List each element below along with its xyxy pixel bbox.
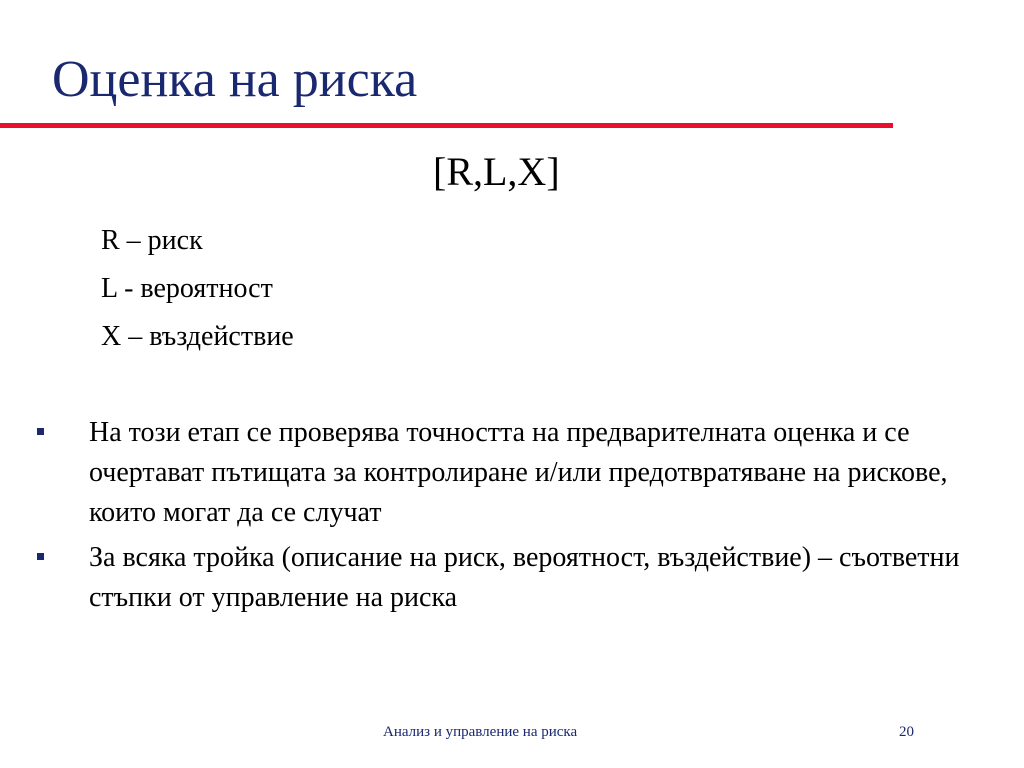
square-bullet-icon xyxy=(37,553,44,560)
risk-formula: [R,L,X] xyxy=(433,149,560,194)
definition-impact: X – въздействие xyxy=(101,321,294,352)
definition-likelihood: L - вероятност xyxy=(101,273,273,304)
title-underline xyxy=(0,123,893,128)
page-number: 20 xyxy=(899,724,914,740)
bullet-text: За всяка тройка (описание на риск, вероятност, въздействие) – съответни стъпки от управление на риска xyxy=(89,542,960,613)
bullet-list xyxy=(36,413,996,623)
definitions-list xyxy=(101,217,294,361)
footer-presentation-title: Анализ и управление на риска xyxy=(383,724,578,740)
square-bullet-icon xyxy=(37,428,44,435)
bullet-text: На този етап се проверява точността на предварителната оценка и се очертават пътищата за контролиране и/или предотвратяване на рискове, които могат да се случат xyxy=(89,417,948,528)
bullet-item xyxy=(36,538,996,618)
definition-risk: R – риск xyxy=(101,225,203,256)
bullet-item xyxy=(36,413,996,533)
slide-title: Оценка на риска xyxy=(52,51,418,108)
